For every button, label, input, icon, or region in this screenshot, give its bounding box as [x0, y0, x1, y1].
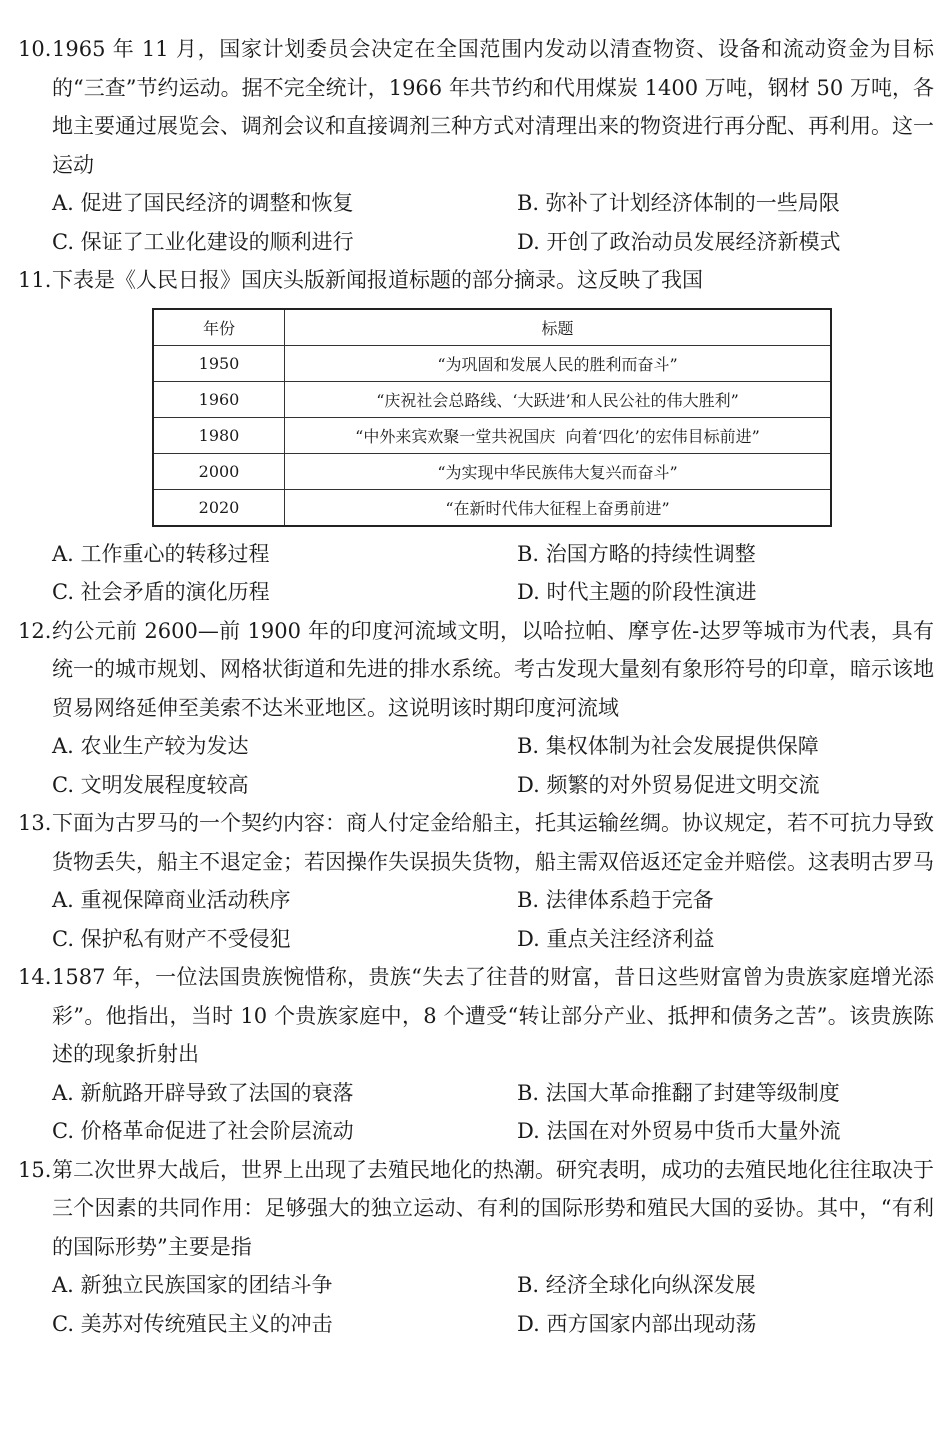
- options: [0, 1266, 950, 1343]
- table-cell-title: “中外来宾欢聚一堂共祝国庆 向着‘四化’的宏伟目标前进”: [285, 417, 832, 453]
- question-stem: [0, 804, 950, 881]
- option-a[interactable]: A. 农业生产较为发达: [52, 734, 249, 758]
- table-cell-year: 2000: [153, 453, 285, 489]
- option-b[interactable]: B. 法国大革命推翻了封建等级制度: [517, 1080, 840, 1105]
- question-stem: [0, 612, 950, 728]
- question-number: 14.: [18, 965, 52, 989]
- table-row: [153, 381, 831, 417]
- question-number: 13.: [18, 811, 52, 835]
- table-cell-year: 2020: [153, 489, 285, 526]
- option-a[interactable]: A. 工作重心的转移过程: [52, 541, 270, 566]
- option-a[interactable]: A. 促进了国民经济的调整和恢复: [52, 191, 354, 215]
- option-b[interactable]: B. 法律体系趋于完备: [517, 888, 714, 912]
- question-number: 12.: [18, 618, 52, 643]
- question-text: 1965 年 11 月，国家计划委员会决定在全国范围内发动以清查物资、设备和流动资金为目标的“三查”节约运动。据不完全统计，1966 年共节约和代用煤炭 1400 万吨，钢材 50 万吨，各地主要通过展览会、调剂会议和直接调剂三种方式对清理出来的物资进行再分配、再利用。这一运动: [52, 37, 934, 177]
- option-c[interactable]: C. 社会矛盾的演化历程: [52, 580, 270, 604]
- option-a[interactable]: A. 重视保障商业活动秩序: [52, 888, 291, 912]
- option-d[interactable]: D. 开创了政治动员发展经济新模式: [517, 229, 841, 254]
- table-cell-year: 1950: [153, 345, 285, 381]
- table-cell-title: “庆祝社会总路线、‘大跃进’和人民公社的伟大胜利”: [285, 381, 832, 417]
- question-13: [0, 804, 950, 958]
- option-d[interactable]: D. 频繁的对外贸易促进文明交流: [517, 772, 820, 797]
- table-header-title: 标题: [285, 309, 832, 346]
- option-b[interactable]: B. 经济全球化向纵深发展: [517, 1273, 756, 1297]
- headline-table: [152, 308, 832, 527]
- table-cell-year: 1980: [153, 417, 285, 453]
- option-b[interactable]: B. 治国方略的持续性调整: [517, 541, 756, 566]
- options: [0, 881, 950, 958]
- option-c[interactable]: C. 保证了工业化建设的顺利进行: [52, 229, 354, 254]
- option-c[interactable]: C. 价格革命促进了社会阶层流动: [52, 1119, 354, 1143]
- option-c[interactable]: C. 文明发展程度较高: [52, 772, 249, 797]
- question-number: 10.: [18, 37, 52, 61]
- table-cell-year: 1960: [153, 381, 285, 417]
- question-number: 11.: [18, 268, 52, 292]
- question-text: 下面为古罗马的一个契约内容：商人付定金给船主，托其运输丝绸。协议规定，若不可抗力导致货物丢失，船主不退定金；若因操作失误损失货物，船主需双倍返还定金并赔偿。这表明古罗马: [52, 811, 934, 874]
- question-stem: [0, 958, 950, 1074]
- table-row: [153, 345, 831, 381]
- question-number: 15.: [18, 1157, 52, 1182]
- option-d[interactable]: D. 重点关注经济利益: [517, 926, 715, 951]
- question-12: [0, 612, 950, 805]
- question-14: [0, 958, 950, 1151]
- options: [0, 727, 950, 804]
- question-text: 下表是《人民日报》国庆头版新闻报道标题的部分摘录。这反映了我国: [52, 268, 703, 292]
- option-c[interactable]: C. 美苏对传统殖民主义的冲击: [52, 1311, 333, 1336]
- table-header-row: [153, 309, 831, 346]
- table-row: [153, 417, 831, 453]
- option-b[interactable]: B. 集权体制为社会发展提供保障: [517, 734, 819, 758]
- option-c[interactable]: C. 保护私有财产不受侵犯: [52, 926, 291, 951]
- question-stem: [0, 1151, 950, 1267]
- question-text: 1587 年，一位法国贵族惋惜称，贵族“失去了往昔的财富，昔日这些财富曾为贵族家庭增光添彩”。他指出，当时 10 个贵族家庭中，8 个遭受“转让部分产业、抵押和债务之苦”。该贵族陈述的现象折射出: [52, 965, 934, 1066]
- option-b[interactable]: B. 弥补了计划经济体制的一些局限: [517, 191, 840, 215]
- question-text: 第二次世界大战后，世界上出现了去殖民地化的热潮。研究表明，成功的去殖民地化往往取决于三个因素的共同作用：足够强大的独立运动、有利的国际形势和殖民大国的妥协。其中，“有利的国际形势”主要是指: [52, 1157, 934, 1259]
- options: [0, 535, 950, 612]
- question-10: [0, 0, 950, 261]
- table-header-year: 年份: [153, 309, 285, 346]
- options: [0, 1074, 950, 1151]
- question-stem: [0, 261, 950, 300]
- question-text: 约公元前 2600—前 1900 年的印度河流域文明，以哈拉帕、摩亨佐-达罗等城市为代表，具有统一的城市规划、网格状街道和先进的排水系统。考古发现大量刻有象形符号的印章，暗示该地贸易网络延伸至美索不达米亚地区。这说明该时期印度河流域: [52, 618, 934, 720]
- table-row: [153, 489, 831, 526]
- option-d[interactable]: D. 法国在对外贸易中货币大量外流: [517, 1119, 841, 1143]
- question-11: [0, 261, 950, 612]
- options: [0, 184, 950, 261]
- option-a[interactable]: A. 新独立民族国家的团结斗争: [52, 1273, 333, 1297]
- question-15: [0, 1151, 950, 1344]
- table-cell-title: “为实现中华民族伟大复兴而奋斗”: [285, 453, 832, 489]
- option-d[interactable]: D. 西方国家内部出现动荡: [517, 1311, 757, 1336]
- option-a[interactable]: A. 新航路开辟导致了法国的衰落: [52, 1080, 354, 1105]
- table-cell-title: “为巩固和发展人民的胜利而奋斗”: [285, 345, 832, 381]
- table-cell-title: “在新时代伟大征程上奋勇前进”: [285, 489, 832, 526]
- question-stem: [0, 30, 950, 184]
- table-row: [153, 453, 831, 489]
- option-d[interactable]: D. 时代主题的阶段性演进: [517, 580, 757, 604]
